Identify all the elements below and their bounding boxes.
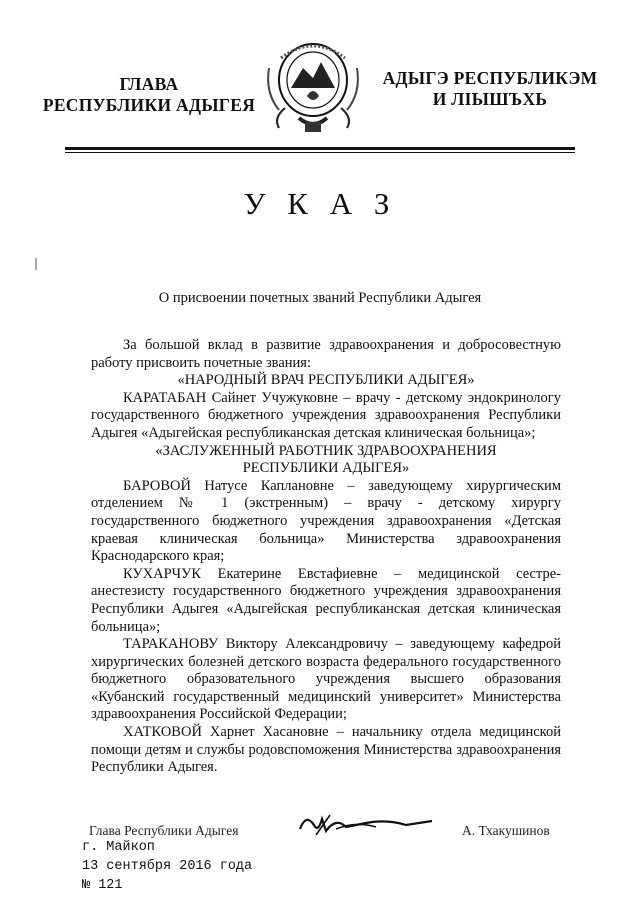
footer-date: 13 сентября 2016 года bbox=[82, 859, 253, 874]
signature-name: А. Тхакушинов bbox=[462, 823, 550, 838]
honorary-title-2-line1: «ЗАСЛУЖЕННЫЙ РАБОТНИК ЗДРАВООХРАНЕНИЯ bbox=[155, 442, 497, 459]
award-paragraph-4: ТАРАКАНОВУ Виктору Александровичу – заведующему кафедрой хирургических болезней детского возраста федерального государственного бюджетного образовательного учреждения высшего образования «Кубанский государственный медицинский университет» Министерства здравоохранения Российской Федерации; bbox=[91, 636, 561, 723]
header-right bbox=[380, 68, 600, 110]
header-right-line2: И ЛІЫШЪХЬ bbox=[432, 89, 548, 109]
footer-city: г. Майкоп bbox=[82, 840, 155, 855]
header-divider-thick bbox=[65, 147, 575, 150]
handwritten-signature bbox=[296, 809, 436, 839]
scan-mark bbox=[35, 258, 37, 270]
award-paragraph-5: ХАТКОВОЙ Харнет Хасановне – начальнику отдела медицинской помощи детям и службы родовспоможения Министерства здравоохранения Республики Адыгея. bbox=[91, 724, 561, 776]
document-title: У К А З bbox=[243, 186, 397, 221]
award-paragraph-3: КУХАРЧУК Екатерине Евстафиевне – медицинской сестре-анестезисту государственного бюджетного учреждения здравоохранения Республики Адыгея «Адыгейская республиканская детская клиническая больница»; bbox=[91, 565, 561, 635]
document-body bbox=[91, 337, 561, 777]
award-paragraph-2: БАРОВОЙ Натусе Каплановне – заведующему хирургическим отделением № 1 (экстренным) – врачу - детскому хирургу государственного бюджетного учреждения здравоохранения «Детская краевая клиническая больница» Министерства здравоохранения Краснодарского края; bbox=[91, 477, 561, 565]
header-divider-thin bbox=[65, 152, 575, 153]
header-left bbox=[40, 74, 258, 116]
header-right-line1: АДЫГЭ РЕСПУБЛИКЭМ bbox=[382, 68, 598, 88]
footer-number: № 121 bbox=[82, 878, 123, 893]
header-left-line1: ГЛАВА bbox=[119, 74, 179, 94]
honorary-title-2-line2: РЕСПУБЛИКИ АДЫГЕЯ» bbox=[242, 460, 410, 477]
award-paragraph-1: КАРАТАБАН Сайнет Учужуковне – врачу - детскому эндокринологу государственного бюджетного учреждения здравоохранения Республики Адыгея «Адыгейская республиканская детская клиническая больница»; bbox=[91, 389, 561, 441]
honorary-title-1: «НАРОДНЫЙ ВРАЧ РЕСПУБЛИКИ АДЫГЕЯ» bbox=[177, 372, 475, 389]
header-left-line2: РЕСПУБЛИКИ АДЫГЕЯ bbox=[42, 95, 256, 115]
intro-paragraph: За большой вклад в развитие здравоохранения и добросовестную работу присвоить почетные звания: bbox=[91, 337, 561, 371]
coat-of-arms-icon bbox=[261, 38, 365, 138]
signature-position: Глава Республики Адыгея bbox=[89, 823, 239, 838]
document-subject: О присвоении почетных званий Республики Адыгея bbox=[158, 290, 482, 306]
